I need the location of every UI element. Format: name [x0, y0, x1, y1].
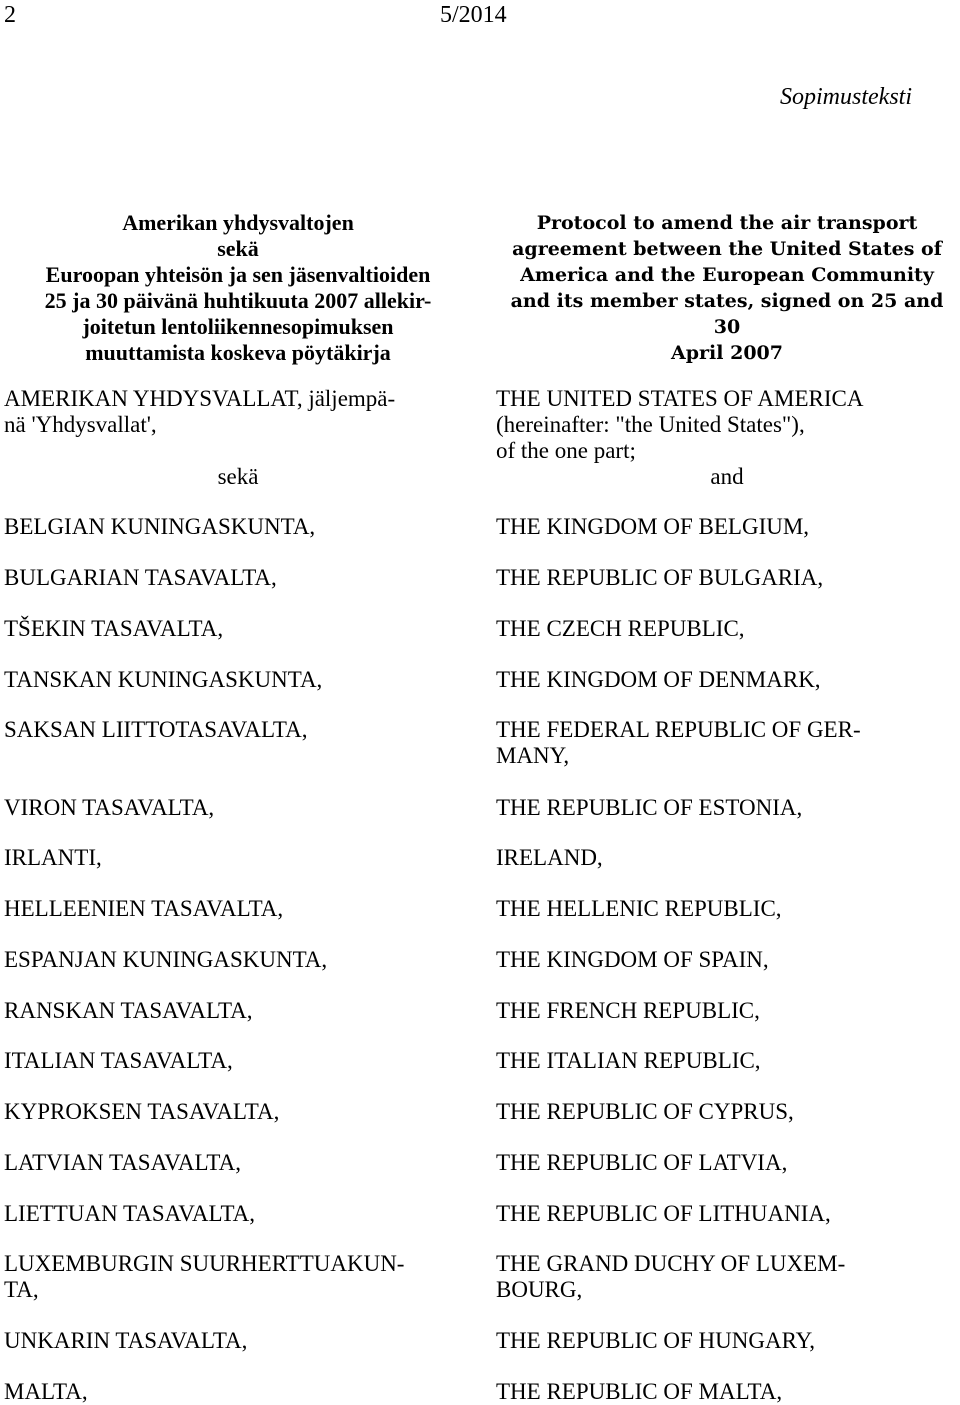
party-line: SAKSAN LIITTOTASAVALTA, [4, 717, 308, 742]
party-item [4, 616, 472, 642]
party-item [496, 998, 958, 1024]
party-line: THE REPUBLIC OF CYPRUS, [496, 1099, 794, 1124]
party-item [496, 1099, 958, 1125]
party-line: THE FRENCH REPUBLIC, [496, 998, 760, 1023]
party-line: THE REPUBLIC OF BULGARIA, [496, 565, 824, 590]
party-line: THE ITALIAN REPUBLIC, [496, 1048, 761, 1073]
party-line: THE KINGDOM OF BELGIUM, [496, 514, 810, 539]
party-line: BOURG, [496, 1277, 583, 1302]
party-line: THE KINGDOM OF DENMARK, [496, 667, 821, 692]
intro-line: nä 'Yhdysvallat', [4, 412, 157, 437]
party-line: THE KINGDOM OF SPAIN, [496, 947, 769, 972]
section-title: Sopimusteksti [780, 84, 912, 110]
party-item [496, 717, 958, 769]
party-item [496, 667, 958, 693]
party-item [496, 1328, 958, 1354]
party-intro [496, 386, 958, 464]
party-item [496, 896, 958, 922]
intro-line: (hereinafter: "the United States"), [496, 412, 805, 437]
title-line: Amerikan yhdysvaltojen [122, 210, 354, 235]
party-line: LIETTUAN TASAVALTA, [4, 1201, 256, 1226]
party-item [496, 1379, 958, 1405]
party-item [4, 998, 472, 1024]
party-item [496, 1048, 958, 1074]
connector: and [710, 464, 744, 489]
issue-number: 5/2014 [440, 2, 507, 28]
party-line: MANY, [496, 743, 570, 768]
party-line: BELGIAN KUNINGASKUNTA, [4, 514, 316, 539]
party-line: ITALIAN TASAVALTA, [4, 1048, 233, 1073]
party-line: ESPANJAN KUNINGASKUNTA, [4, 947, 328, 972]
title-line: America and the European Community [520, 264, 934, 286]
title-line: agreement between the United States of [512, 238, 942, 260]
party-item [496, 616, 958, 642]
party-line: TANSKAN KUNINGASKUNTA, [4, 667, 323, 692]
party-item [496, 1251, 958, 1303]
title-line: and its member states, signed on 25 and 30 [510, 290, 944, 338]
party-item [4, 1099, 472, 1125]
party-item [4, 795, 472, 821]
title-line: joitetun lentoliikennesopimuksen [82, 314, 394, 339]
party-line: LATVIAN TASAVALTA, [4, 1150, 241, 1175]
party-item [4, 1048, 472, 1074]
intro-line: THE UNITED STATES OF AMERICA [496, 386, 864, 411]
party-item [4, 514, 472, 540]
english-title [496, 210, 958, 366]
party-line: HELLEENIEN TASAVALTA, [4, 896, 284, 921]
party-line: THE REPUBLIC OF ESTONIA, [496, 795, 803, 820]
party-line: THE FEDERAL REPUBLIC OF GER- [496, 717, 861, 742]
party-line: THE HELLENIC REPUBLIC, [496, 896, 782, 921]
party-item [4, 1201, 472, 1227]
party-line: MALTA, [4, 1379, 88, 1404]
party-line: IRLANTI, [4, 845, 102, 870]
title-line: sekä [217, 236, 259, 261]
party-item [496, 1150, 958, 1176]
connector: sekä [217, 464, 259, 489]
party-item [4, 667, 472, 693]
party-item [496, 845, 958, 871]
party-item [4, 845, 472, 871]
party-line: UNKARIN TASAVALTA, [4, 1328, 248, 1353]
party-item [496, 514, 958, 540]
party-intro [4, 386, 472, 438]
party-item [4, 565, 472, 591]
title-line: April 2007 [671, 342, 783, 364]
party-line: TŠEKIN TASAVALTA, [4, 616, 224, 641]
title-line: Protocol to amend the air transport [536, 212, 918, 234]
party-item [4, 1328, 472, 1354]
party-item [496, 565, 958, 591]
finnish-column [4, 210, 472, 1402]
party-line: THE REPUBLIC OF HUNGARY, [496, 1328, 816, 1353]
party-line: BULGARIAN TASAVALTA, [4, 565, 277, 590]
party-line: RANSKAN TASAVALTA, [4, 998, 253, 1023]
party-line: LUXEMBURGIN SUURHERTTUAKUN- [4, 1251, 405, 1276]
english-column [496, 210, 958, 1402]
party-item [496, 795, 958, 821]
party-line: THE REPUBLIC OF LITHUANIA, [496, 1201, 831, 1226]
party-item [496, 947, 958, 973]
party-item [4, 1251, 472, 1303]
party-line: VIRON TASAVALTA, [4, 795, 215, 820]
party-line: THE CZECH REPUBLIC, [496, 616, 745, 641]
party-item [4, 1150, 472, 1176]
intro-line: of the one part; [496, 438, 636, 463]
party-item [4, 1379, 472, 1405]
title-line: 25 ja 30 päivänä huhtikuuta 2007 allekir- [44, 288, 432, 313]
party-line: THE GRAND DUCHY OF LUXEM- [496, 1251, 846, 1276]
party-item [4, 947, 472, 973]
party-item [496, 1201, 958, 1227]
party-line: TA, [4, 1277, 39, 1302]
page-number: 2 [4, 2, 16, 28]
finnish-title [4, 210, 472, 366]
party-line: KYPROKSEN TASAVALTA, [4, 1099, 280, 1124]
title-line: muuttamista koskeva pöytäkirja [85, 340, 391, 365]
party-item [4, 717, 472, 743]
party-line: THE REPUBLIC OF LATVIA, [496, 1150, 788, 1175]
party-line: IRELAND, [496, 845, 603, 870]
intro-line: AMERIKAN YHDYSVALLAT, jäljempä- [4, 386, 396, 411]
party-item [4, 896, 472, 922]
title-line: Euroopan yhteisön ja sen jäsenvaltioiden [45, 262, 431, 287]
party-line: THE REPUBLIC OF MALTA, [496, 1379, 783, 1404]
